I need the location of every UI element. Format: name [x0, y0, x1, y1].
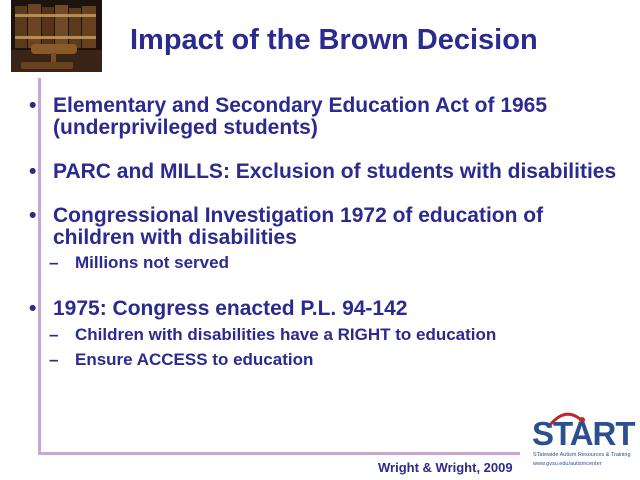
- bullet-list: [29, 95, 619, 371]
- bullet-marker: •: [29, 204, 37, 227]
- bullet-text: Congressional Investigation 1972 of education of children with disabilities: [53, 204, 544, 249]
- bullet-marker: •: [29, 160, 37, 183]
- sub-bullet-item: [49, 349, 619, 371]
- bullet-text: 1975: Congress enacted P.L. 94-142: [53, 297, 408, 320]
- citation: Wright & Wright, 2009: [378, 460, 513, 475]
- slide-title: Impact of the Brown Decision: [130, 24, 538, 56]
- bullet-item: [29, 161, 619, 183]
- sub-bullet-item: [49, 324, 619, 346]
- sub-bullet-text: Ensure ACCESS to education: [75, 350, 314, 369]
- sub-bullet-marker: –: [49, 325, 59, 344]
- sub-bullet-marker: –: [49, 350, 59, 369]
- bottom-accent-bar: [38, 452, 520, 455]
- law-books-gavel-image: [11, 0, 102, 72]
- sub-bullet-item: [49, 252, 619, 274]
- bullet-item: [29, 205, 619, 249]
- start-logo-tagline: STatewide Autism Resources & Training: [533, 452, 631, 458]
- start-logo: [520, 405, 635, 477]
- bullet-item: [29, 95, 619, 139]
- start-logo-word: START: [532, 415, 635, 452]
- bullet-item: [29, 298, 619, 320]
- bullet-marker: •: [29, 94, 37, 117]
- bullet-text: Elementary and Secondary Education Act of 1965 (underprivileged students): [53, 94, 548, 139]
- bullet-text: PARC and MILLS: Exclusion of students with disabilities: [53, 160, 617, 183]
- sub-bullet-text: Millions not served: [75, 253, 229, 272]
- bullet-marker: •: [29, 297, 37, 320]
- sub-bullet-text: Children with disabilities have a RIGHT to education: [75, 325, 497, 344]
- start-logo-url: www.gvsu.edu/autismcenter: [533, 461, 602, 467]
- sub-bullet-marker: –: [49, 253, 59, 272]
